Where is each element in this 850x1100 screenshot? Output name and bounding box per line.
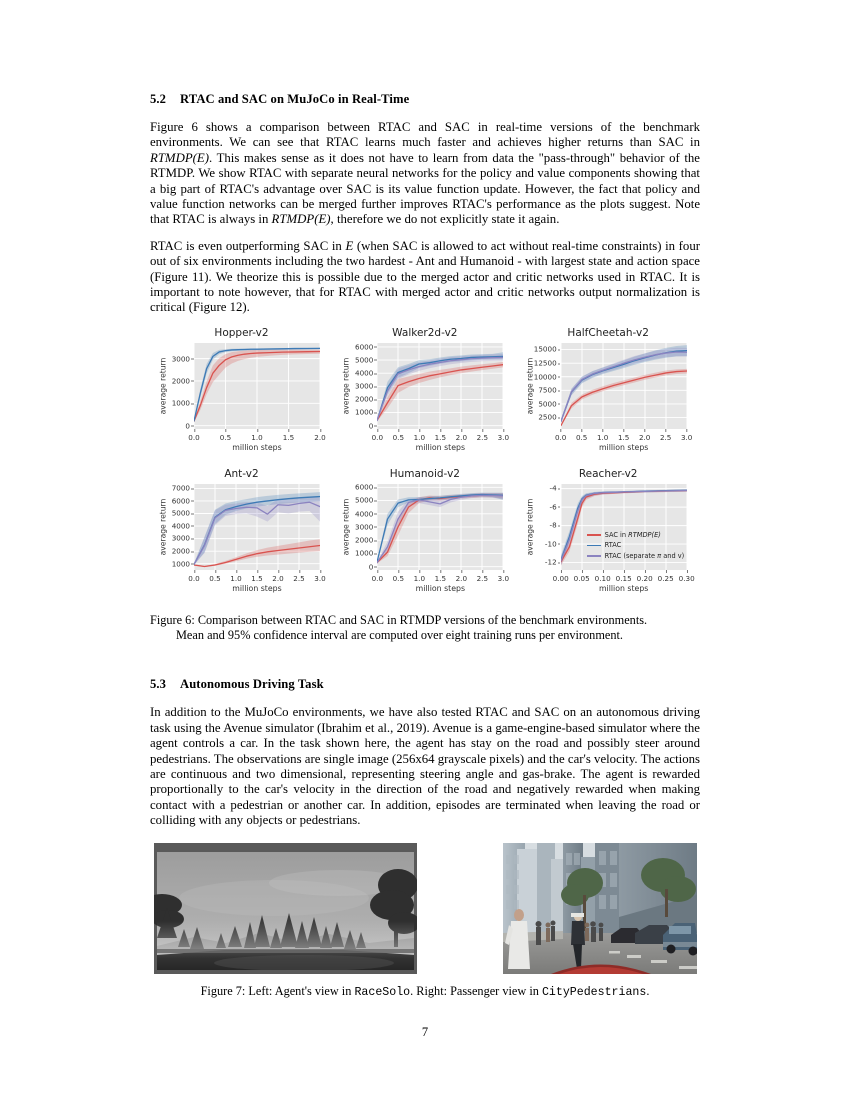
y-tick-label: 12500 [533,358,557,368]
x-tick-label: 2.5 [476,432,489,442]
plot-wrap [158,343,326,442]
x-axis-label: million steps [598,583,649,593]
figure-6-caption-line2-a: Mean and [176,628,228,643]
figure-6-label: Figure 6: [150,612,195,627]
plot-area [377,484,503,570]
y-tick-label: 3000 [171,533,190,543]
figure-7-caption-a: Left: Agent's view in [248,983,355,998]
x-tick-label: 0.5 [209,573,221,583]
plot-area [377,343,503,429]
figure-7-env-citypedestrians: CityPedestrians [541,985,647,999]
x-tick-label: 0.5 [575,432,588,442]
chart-humanoid-v2 [333,468,516,603]
x-tick-label: 2.0 [314,432,326,442]
x-tick-label: 0.0 [371,432,384,442]
agent-view-racesolo-image [154,843,417,974]
y-tick-label: 2500 [538,412,557,422]
y-tick-label: 5000 [355,495,374,505]
x-tick-label: 0.30 [678,573,695,583]
plot-area [194,484,320,570]
figure-6-caption [150,613,700,643]
y-tick-label: -10 [544,539,557,549]
y-tick-label: 3000 [355,522,374,532]
plot-svg [194,343,320,429]
chart-hopper-v2 [150,327,333,462]
plot-svg [377,343,503,429]
x-tick-label: 1.0 [596,432,609,442]
plot-wrap [158,483,326,583]
x-tick-label: 0.5 [219,432,232,442]
legend-swatch [587,545,601,547]
para-text-a: Figure 6 shows a comparison between RTAC and SAC in real-time versions of the benchmark environments. We can see that RTAC learns much faster and achieves higher returns than SAC in [150,120,700,150]
figure-6-caption-percent: 95% [227,628,251,643]
paragraph-5-2-first [150,120,700,228]
x-tick-label: 1.0 [413,573,426,583]
page-number: 7 [421,1025,429,1039]
figure-7-env-racesolo: RaceSolo [354,985,411,999]
x-tick-label: 1.5 [434,432,447,442]
legend-swatch [587,555,601,557]
math-rtmdp-e-1: RTMDP(E) [150,150,209,165]
y-axis-label: average return [341,357,351,415]
x-tick-label: 1.5 [617,432,630,442]
y-axis-label: average return [158,498,168,556]
y-tick-label: 10000 [533,372,557,382]
section-number-5-3: 5.3 [150,677,167,692]
plot-svg [377,484,503,570]
legend-entry [587,530,685,541]
x-tick-label: 0.20 [636,573,653,583]
y-axis-label: average return [525,498,535,556]
legend-label: RTAC (separate π and v) [604,551,685,560]
x-axis-label: million steps [415,442,466,452]
x-tick-label: 2.0 [455,573,468,583]
x-tick-label: 0.0 [188,573,200,583]
y-tick-label: 1000 [355,548,374,558]
section-title-5-3: Autonomous Driving Task [180,677,324,692]
y-tick-label: -8 [549,520,557,530]
x-tick-label: 2.0 [272,573,284,583]
page-content [150,92,700,1000]
y-tick-label: 5000 [355,355,374,365]
chart-title: Reacher-v2 [578,467,638,480]
road-scene-svg [154,843,417,974]
plot-area [194,343,320,429]
legend-entry [587,540,685,551]
plot-svg [561,343,687,429]
x-tick-label: 0.00 [552,573,569,583]
y-tick-label: -12 [544,557,557,567]
y-tick-label: 6000 [171,496,190,506]
section-heading-5-3 [150,677,700,692]
chart-reacher-v2 [517,468,700,603]
y-tick-label: 1000 [171,559,190,569]
figure-7-label: Figure 7: [200,983,246,998]
plot-wrap [341,482,510,583]
plot-wrap [525,343,693,442]
x-tick-label: 0.0 [554,432,567,442]
y-tick-label: 7500 [538,385,557,395]
figure-6-caption-line1: Comparison between RTAC and SAC in RTMDP versions of the benchmark environments. [197,612,648,627]
x-tick-label: 1.5 [434,573,447,583]
x-tick-label: 1.0 [230,573,242,583]
y-tick-label: 5000 [171,508,190,518]
plot-wrap [341,342,510,442]
x-axis-label: million steps [598,442,649,452]
math-e: E [345,238,354,253]
y-tick-label: 5000 [538,399,557,409]
x-tick-label: 2.5 [293,573,305,583]
x-tick-label: 0.0 [371,573,384,583]
y-tick-label: 4000 [171,521,190,531]
y-tick-label: 0 [368,421,374,431]
x-tick-label: 3.0 [497,432,510,442]
figure-7 [150,843,700,1000]
y-axis-label: average return [158,357,168,415]
x-tick-label: 2.0 [455,432,468,442]
chart-halfcheetah-v2 [517,327,700,462]
y-tick-label: 6000 [355,342,374,352]
y-tick-label: 4000 [355,509,374,519]
para-text-c: , therefore we do not explicitly state it again. [330,212,560,227]
y-tick-label: 2000 [171,546,190,556]
figure-6 [150,327,700,643]
figure-7-caption-b: . Right: Passenger view in [410,983,542,998]
passenger-view-citypedestrians-image [503,843,697,974]
y-tick-label: 0 [368,562,374,572]
y-tick-label: 0 [185,421,190,431]
legend-swatch [587,534,601,536]
x-tick-label: 2.5 [659,432,672,442]
chart-title: HalfCheetah-v2 [567,326,649,339]
x-tick-label: 3.0 [497,573,510,583]
x-tick-label: 1.0 [251,432,263,442]
section-heading-5-2 [150,92,700,107]
chart-ant-v2 [150,468,333,603]
y-tick-label: 2000 [171,376,190,386]
x-axis-label: million steps [232,583,282,593]
x-tick-label: 0.15 [615,573,632,583]
legend-label: RTAC [604,541,622,550]
figure-7-caption-c: . [646,983,650,998]
y-tick-label: 3000 [171,354,190,363]
plot-svg [194,484,320,570]
x-tick-label: 2.5 [476,573,489,583]
paragraph-5-3: In addition to the MuJoCo environments, we have also tested RTAC and SAC on an autonomous driving task using the Avenue simulator (Ibrahim et al., 2019). Avenue is a game-engine-based simulator where the agent controls a car. In the task shown here, the agent has stay on the road and possibly steer around pedestrians. The observations are single image (256x64 grayscale pixels) and the car's velocity. The actions are continuous and two dimensional, representing steering angle and gas-brake. The agent is rewarded proportionally to the car's velocity in the direction of the road and negatively rewarded when making contact with a pedestrian or another car. In addition, episodes are terminated when leaving the road or colliding with any objects or pedestrians. [150,705,700,828]
y-tick-label: 2000 [355,535,374,545]
y-tick-label: 15000 [533,344,557,354]
para-text-b: . This makes sense as it does not have to learn from data the "pass-through" behavior of the RTMDP. We show RTAC with separate neural networks for the policy and value components showing that a big part of RTAC's advantage over SAC is its value function update. However, the fact that policy and value function networks can be merged further improves RTAC's performance as the plots suggest. Note that RTAC is always in [150,150,700,227]
x-axis-label: million steps [232,442,282,452]
y-tick-label: 4000 [355,368,374,378]
chart-title: Ant-v2 [224,467,259,480]
legend-entry [587,551,685,562]
x-tick-label: 0.05 [573,573,590,583]
y-axis-label: average return [341,498,351,556]
figure-7-caption [150,984,700,1000]
x-tick-label: 2.0 [638,432,651,442]
x-tick-label: 0.10 [594,573,611,583]
y-axis-label: average return [525,357,535,415]
city-scene-svg [503,843,697,974]
y-tick-label: 7000 [171,483,190,493]
chart-grid [150,327,700,603]
section-number: 5.2 [150,92,167,106]
x-tick-label: 1.0 [413,432,426,442]
figure-6-caption-line2-b: confidence interval are computed over eight training runs per environment. [250,628,623,643]
x-tick-label: 3.0 [680,432,693,442]
y-tick-label: 3000 [355,381,374,391]
chart-title: Hopper-v2 [214,326,269,339]
section-title: RTAC and SAC on MuJoCo in Real-Time [180,92,410,106]
y-tick-label: 1000 [171,398,190,408]
chart-title: Humanoid-v2 [389,467,460,480]
math-rtmdp-e-2: RTMDP(E) [271,212,331,227]
plot-area [561,343,687,429]
figure-7-images [150,843,700,974]
para2-text-b: (when SAC is allowed to act without real-time constraints) in four out of six environments including the two hardest - Ant and Humanoid - with largest state and action space (Figure 11). We theorize this is possible due to the merged actor and critic networks used in RTAC. It is important to note however, that for RTAC with merged actor and critic networks output normalization is critical (Figure 12). [150,238,700,315]
legend-label: SAC in RTMDP(E) [604,530,661,539]
x-tick-label: 1.5 [251,573,263,583]
x-tick-label: 0.5 [392,573,405,583]
x-tick-label: 0.0 [188,432,200,442]
chart-title: Walker2d-v2 [392,326,458,339]
x-tick-label: 1.5 [282,432,295,442]
x-tick-label: 0.25 [657,573,674,583]
y-tick-label: 2000 [355,394,374,404]
y-tick-label: 6000 [355,482,374,492]
x-axis-label: million steps [415,583,466,593]
x-tick-label: 0.5 [392,432,405,442]
chart-legend [587,530,685,562]
y-tick-label: -4 [549,483,557,493]
x-tick-label: 3.0 [314,573,326,583]
para2-text-a: RTAC is even outperforming SAC in [150,238,346,253]
y-tick-label: 1000 [355,407,374,417]
chart-walker2d-v2 [333,327,516,462]
paragraph-5-2-second [150,239,700,316]
y-tick-label: -6 [549,502,557,512]
